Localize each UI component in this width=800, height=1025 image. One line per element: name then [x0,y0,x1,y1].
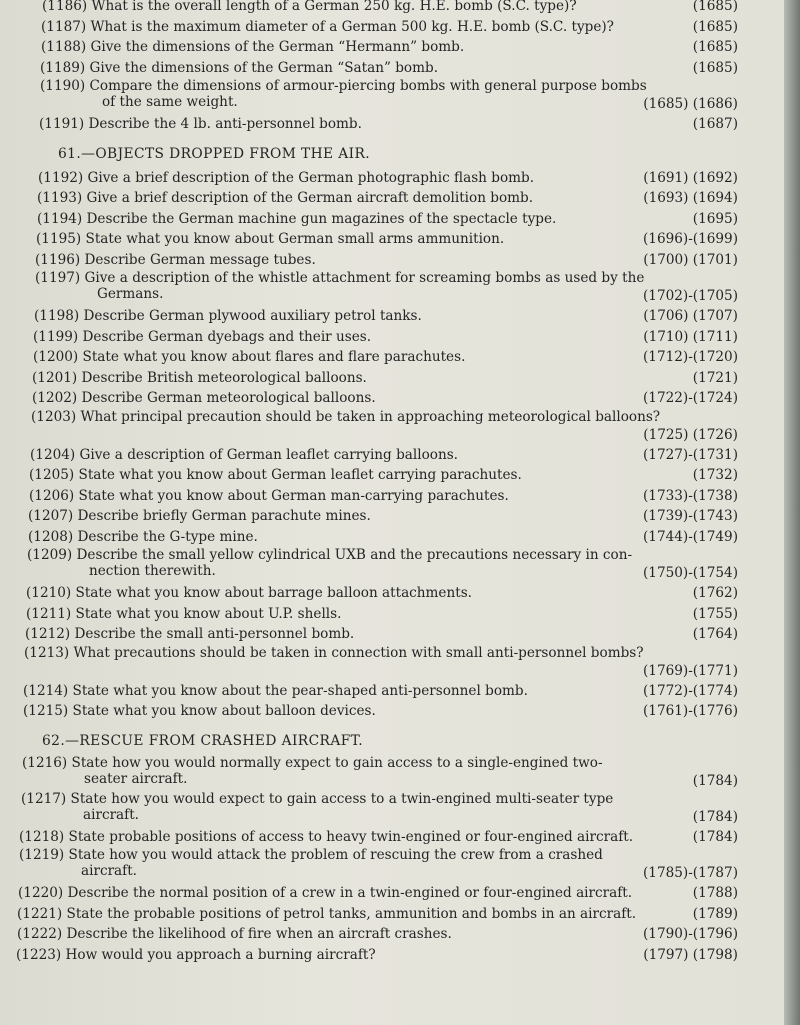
paragraph-reference: (1772)-(1774) [643,682,738,699]
question-item [0,547,784,583]
question-item [0,388,784,409]
question-number: (1223) [16,946,62,963]
question-item [0,583,784,604]
question-number: (1186) [42,0,88,14]
question-text: State the probable positions of petrol tanks, ammunition and bombs in an aircraft. [66,905,637,922]
question-text: What principal precaution should be taken in approaching meteorological balloons? [80,408,661,425]
paragraph-reference: (1706) (1707) [643,308,738,324]
question-number: (1206) [29,487,75,504]
question-number: (1201) [32,369,78,386]
paragraph-reference: (1695) [692,210,738,227]
paragraph-reference: (1685) [692,0,738,14]
question-text-continued: aircraft. [81,863,137,879]
question-item [0,883,784,904]
paragraph-reference: (1702)-(1705) [643,288,738,304]
paragraph-reference: (1739)-(1743) [643,508,738,524]
question-text: Give a brief description of the German photographic flash bomb. [87,169,535,186]
question-item [0,168,784,189]
question-number: (1209) [27,547,73,563]
paragraph-reference: (1693) (1694) [643,190,738,206]
paragraph-reference: (1696)-(1699) [643,231,738,247]
question-text: State what you know about balloon devices. [72,703,376,719]
question-number: (1197) [35,270,81,286]
paragraph-reference: (1789) [692,905,738,922]
question-item [0,188,784,209]
paragraph-reference: (1784) [692,828,738,845]
question-number: (1207) [28,508,74,524]
paragraph-reference: (1721) [692,369,738,386]
page-edge [784,0,800,1025]
paragraph-reference: (1685) [692,59,738,76]
paragraph-reference: (1732) [692,467,738,483]
question-text: Give a description of German leaflet carrying balloons. [79,446,459,463]
question-text: Give the dimensions of the German “Satan” bomb. [89,59,439,76]
question-text: Give a description of the whistle attachment for screaming bombs as used by the [84,270,645,286]
question-text: Describe the G-type mine. [77,528,258,545]
question-text: State what you know about flares and flare parachutes. [82,349,466,365]
question-item [0,827,784,848]
question-text: Give the dimensions of the German “Hermann” bomb. [90,39,465,55]
question-text: State how you would normally expect to gain access to a single-engined two- [71,754,603,771]
question-item [0,78,784,114]
question-text: Describe the likelihood of fire when an aircraft crashes. [66,926,452,942]
question-text: State what you know about U.P. shells. [75,605,342,622]
question-text: Compare the dimensions of armour-piercing bombs with general purpose bombs [89,78,647,94]
paragraph-reference: (1710) (1711) [643,328,738,345]
question-text: State what you know about German small arms ammunition. [85,231,505,247]
paragraph-reference: (1712)-(1720) [643,349,738,365]
question-number: (1216) [22,754,68,771]
paragraph-reference: (1685) [692,39,738,55]
question-item [0,37,784,58]
paragraph-reference: (1790)-(1796) [643,926,738,942]
question-item [0,114,784,135]
question-item [0,945,784,966]
question-item [0,465,784,486]
question-text: State probable positions of access to heavy twin-engined or four-engined aircraft. [68,828,634,845]
question-text-continued: nection therewith. [89,563,216,579]
question-text: Describe briefly German parachute mines. [77,508,371,524]
question-number: (1196) [35,251,81,268]
question-number: (1221) [17,905,63,922]
paragraph-reference: (1784) [692,808,738,825]
question-item [0,327,784,348]
question-text: Give a brief description of the German aircraft demolition bomb. [86,190,534,206]
paragraph-reference: (1722)-(1724) [643,390,738,406]
question-number: (1204) [30,446,76,463]
question-text: Describe German meteorological balloons. [81,390,376,406]
section-heading: 62.—RESCUE FROM CRASHED AIRCRAFT. [42,732,364,749]
question-number: (1208) [28,528,74,545]
question-number: (1215) [23,703,69,719]
question-text: What is the maximum diameter of a German 500 kg. H.E. bomb (S.C. type)? [90,18,614,35]
question-number: (1200) [33,349,79,365]
question-number: (1220) [18,885,64,901]
question-text: Describe the German machine gun magazines of the spectacle type. [86,210,557,227]
question-item [0,409,784,445]
question-number: (1189) [40,59,86,76]
question-item [0,306,784,327]
question-item [0,624,784,645]
question-item [0,645,784,681]
paragraph-reference: (1788) [692,885,738,901]
question-text: Describe the small anti-personnel bomb. [74,626,355,642]
paragraph-reference: (1725) (1726) [643,426,738,443]
question-text: State how you would expect to gain access to a twin-engined multi-seater type [70,790,614,807]
paragraph-reference: (1764) [692,626,738,642]
question-item [0,924,784,945]
question-text: State what you know about barrage balloon attachments. [75,585,472,601]
paragraph-reference: (1744)-(1749) [643,528,738,545]
question-item [0,904,784,925]
paragraph-reference: (1750)-(1754) [643,565,738,581]
question-text: Describe the 4 lb. anti-personnel bomb. [88,116,362,132]
question-text: State what you know about German man-carrying parachutes. [78,487,509,504]
question-item [0,0,784,17]
paragraph-reference: (1685) (1686) [643,96,738,112]
question-item [0,229,784,250]
question-text-continued: of the same weight. [102,94,238,110]
paragraph-reference: (1785)-(1787) [643,865,738,881]
question-number: (1194) [37,210,83,227]
question-text: State what you know about German leaflet carrying parachutes. [78,467,522,483]
question-text: Describe British meteorological balloons. [81,369,367,386]
question-number: (1222) [17,926,63,942]
question-item [0,250,784,271]
question-text: State how you would attack the problem of rescuing the crew from a crashed [68,847,603,863]
paragraph-reference: (1727)-(1731) [643,446,738,463]
question-item [0,506,784,527]
question-text-continued: Germans. [97,286,164,302]
question-number: (1199) [33,328,79,345]
paragraph-reference: (1762) [692,585,738,601]
question-number: (1217) [21,790,67,807]
question-number: (1188) [41,39,87,55]
question-number: (1202) [32,390,78,406]
question-text: How would you approach a burning aircraft? [65,946,376,963]
question-number: (1192) [38,169,84,186]
question-item [0,755,784,791]
paragraph-reference: (1797) (1798) [643,946,738,963]
question-number: (1218) [19,828,65,845]
question-item [0,604,784,625]
question-text: Describe German message tubes. [84,251,316,268]
question-text: State what you know about the pear-shaped anti-personnel bomb. [72,682,528,699]
paragraph-reference: (1784) [692,772,738,789]
question-text: Describe German plywood auxiliary petrol tanks. [83,308,422,324]
question-number: (1190) [40,78,86,94]
question-item [0,486,784,507]
question-text: What is the overall length of a German 250 kg. H.E. bomb (S.C. type)? [91,0,577,14]
question-number: (1187) [41,18,87,35]
question-item [0,58,784,79]
question-item [0,270,784,306]
paragraph-reference: (1755) [692,605,738,622]
paragraph-reference: (1700) (1701) [643,251,738,268]
paragraph-reference: (1733)-(1738) [643,487,738,504]
question-item [0,847,784,883]
question-number: (1195) [36,231,82,247]
question-number: (1210) [26,585,72,601]
question-text: Describe German dyebags and their uses. [82,328,372,345]
question-item [0,527,784,548]
question-item [0,368,784,389]
question-number: (1211) [26,605,72,622]
question-text-continued: aircraft. [83,806,139,823]
question-item [0,17,784,38]
question-text-continued: seater aircraft. [84,770,188,787]
paragraph-reference: (1761)-(1776) [643,703,738,719]
paragraph-reference: (1687) [692,116,738,132]
question-number: (1213) [24,644,70,661]
question-item [0,209,784,230]
paragraph-reference: (1691) (1692) [643,169,738,186]
section-heading: 61.—OBJECTS DROPPED FROM THE AIR. [58,145,371,162]
question-number: (1212) [25,626,71,642]
question-item [0,445,784,466]
question-number: (1219) [19,847,65,863]
question-item [0,701,784,722]
question-number: (1198) [34,308,80,324]
question-text: Describe the small yellow cylindrical UXB and the precautions necessary in con- [76,547,633,563]
question-item [0,791,784,827]
question-item [0,347,784,368]
question-number: (1203) [31,408,77,425]
question-number: (1193) [37,190,83,206]
paragraph-reference: (1769)-(1771) [643,662,738,679]
question-text: What precautions should be taken in connection with small anti-personnel bombs? [73,644,644,661]
question-number: (1191) [39,116,85,132]
question-text: Describe the normal position of a crew in a twin-engined or four-engined aircraft. [67,885,633,901]
question-item [0,681,784,702]
question-number: (1214) [23,682,69,699]
question-number: (1205) [29,467,75,483]
paragraph-reference: (1685) [692,18,738,35]
